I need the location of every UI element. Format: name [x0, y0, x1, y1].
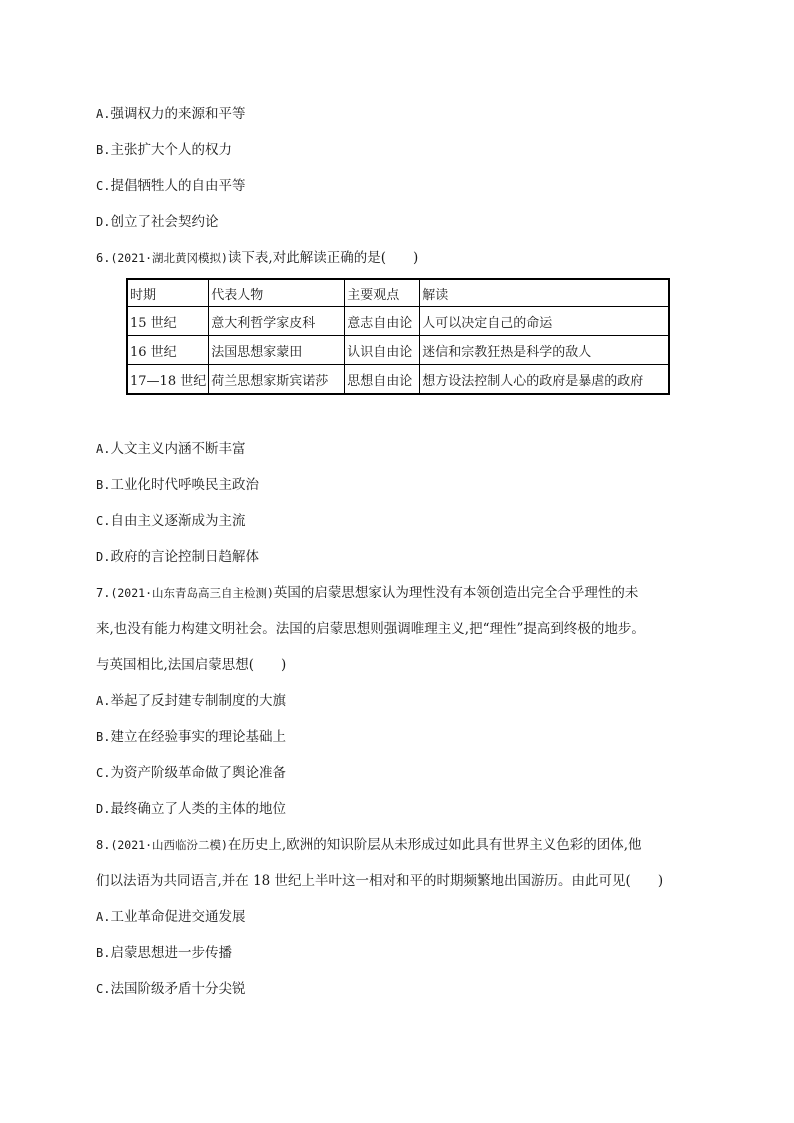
table-row	[127, 307, 669, 336]
table-cell: 意大利哲学家皮科	[209, 307, 345, 336]
table-cell: 想方设法控制人心的政府是暴虐的政府	[420, 365, 670, 395]
table-cell: 人可以决定自己的命运	[420, 307, 670, 336]
table-header-cell: 时期	[127, 279, 209, 307]
table-header-row	[127, 279, 669, 307]
q8-stem-line-1: 8.(2021·山西临汾二模)在历史上,欧洲的知识阶层从未形成过如此具有世界主义色彩的团体,他	[96, 837, 642, 853]
q7-option-c[interactable]: C.为资产阶级革命做了舆论准备	[96, 765, 286, 781]
q6-option-b[interactable]: B.工业化时代呼唤民主政治	[96, 477, 259, 493]
q7-stem-line-2: 来,也没有能力构建文明社会。法国的启蒙思想则强调唯理主义,把“理性”提高到终极的地步。	[96, 621, 645, 637]
table-cell: 思想自由论	[345, 365, 420, 395]
q7-option-b[interactable]: B.建立在经验事实的理论基础上	[96, 729, 286, 745]
q6-option-a[interactable]: A.人文主义内涵不断丰富	[96, 441, 246, 457]
table-header-cell: 解读	[420, 279, 670, 307]
q5-option-a[interactable]: A.强调权力的来源和平等	[96, 106, 246, 122]
q6-stem-text: 读下表,对此解读正确的是( )	[227, 250, 419, 266]
table-cell: 意志自由论	[345, 307, 420, 336]
table-header-cell: 代表人物	[209, 279, 345, 307]
table-cell: 法国思想家蒙田	[209, 336, 345, 365]
q7-option-d[interactable]: D.最终确立了人类的主体的地位	[96, 801, 286, 817]
q8-stem-line-2: 们以法语为共同语言,并在 18 世纪上半叶这一相对和平的时期频繁地出国游历。由此可见( )	[96, 873, 664, 889]
q7-number: 7.	[96, 586, 111, 600]
table-cell: 15 世纪	[127, 307, 209, 336]
q7-stem-line-3: 与英国相比,法国启蒙思想( )	[96, 657, 287, 673]
table-cell: 认识自由论	[345, 336, 420, 365]
q7-source: (2021·山东青岛高三自主检测)	[110, 586, 274, 600]
table-header-cell: 主要观点	[345, 279, 420, 307]
q5-option-c[interactable]: C.提倡牺牲人的自由平等	[96, 178, 246, 194]
q6-stem	[96, 248, 418, 268]
table-cell: 荷兰思想家斯宾诺莎	[209, 365, 345, 395]
q5-option-b[interactable]: B.主张扩大个人的权力	[96, 142, 232, 158]
q8-number: 8.	[96, 838, 111, 852]
q5-option-d[interactable]: D.创立了社会契约论	[96, 214, 219, 230]
q8-option-b[interactable]: B.启蒙思想进一步传播	[96, 945, 232, 961]
table-cell: 17—18 世纪	[127, 365, 209, 395]
q7-option-a[interactable]: A.举起了反封建专制制度的大旗	[96, 693, 286, 709]
q6-table	[126, 278, 670, 395]
q8-option-a[interactable]: A.工业革命促进交通发展	[96, 909, 246, 925]
q6-number: 6.	[96, 251, 111, 265]
table-row	[127, 336, 669, 365]
q8-source: (2021·山西临汾二模)	[110, 838, 228, 852]
q7-stem-line-1: 7.(2021·山东青岛高三自主检测)英国的启蒙思想家认为理性没有本领创造出完全合乎理性的未	[96, 585, 639, 601]
q6-option-d[interactable]: D.政府的言论控制日趋解体	[96, 549, 259, 565]
q6-source: (2021·湖北黄冈模拟)	[110, 251, 228, 265]
table-row	[127, 365, 669, 395]
q8-option-c[interactable]: C.法国阶级矛盾十分尖锐	[96, 981, 246, 997]
table-cell: 迷信和宗教狂热是科学的敌人	[420, 336, 670, 365]
table-cell: 16 世纪	[127, 336, 209, 365]
q6-option-c[interactable]: C.自由主义逐渐成为主流	[96, 513, 246, 529]
